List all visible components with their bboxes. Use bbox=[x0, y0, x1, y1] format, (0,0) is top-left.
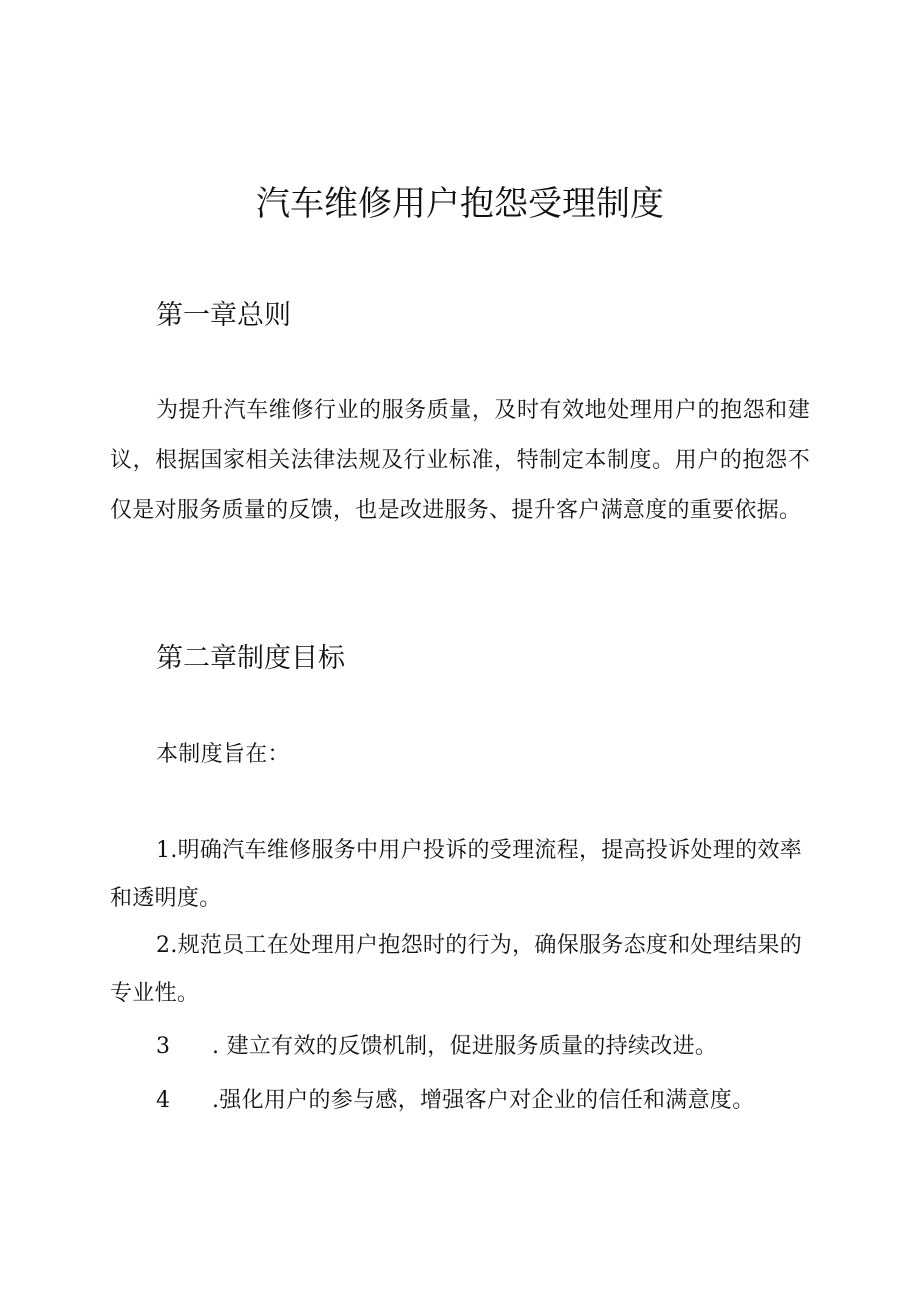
list-item bbox=[110, 922, 810, 1018]
objectives-intro: 本制度旨在： bbox=[156, 742, 290, 767]
list-item-number: 2 bbox=[156, 933, 171, 958]
general-paragraph: 为提升汽车维修行业的服务质量，及时有效地处理用户的抱怨和建议，根据国家相关法律法规及行业标准，特制定本制度。用户的抱怨不仅是对服务质量的反馈，也是改进服务、提升客户满意度的重要依据。 bbox=[110, 398, 810, 523]
list-item bbox=[110, 1023, 810, 1071]
list-item-text: . 建立有效的反馈机制，促进服务质量的持续改进。 bbox=[212, 1034, 718, 1059]
list-item-text: .强化用户的参与感，增强客户对企业的信任和满意度。 bbox=[212, 1088, 755, 1113]
list-item-number: 4 bbox=[156, 1088, 171, 1113]
list-item-number: 1 bbox=[156, 838, 171, 863]
list-item-text: .规范员工在处理用户抱怨时的行为，确保服务态度和处理结果的专业性。 bbox=[110, 933, 803, 1006]
document-title: 汽车维修用户抱怨受理制度 bbox=[256, 184, 664, 224]
list-item-number: 3 bbox=[156, 1034, 171, 1059]
list-item-text: .明确汽车维修服务中用户投诉的受理流程，提高投诉处理的效率和透明度。 bbox=[110, 838, 803, 911]
list-item bbox=[110, 827, 810, 923]
list-item bbox=[110, 1077, 810, 1125]
chapter-heading-general: 第一章总则 bbox=[156, 300, 291, 331]
chapter-heading-objectives: 第二章制度目标 bbox=[156, 643, 345, 674]
